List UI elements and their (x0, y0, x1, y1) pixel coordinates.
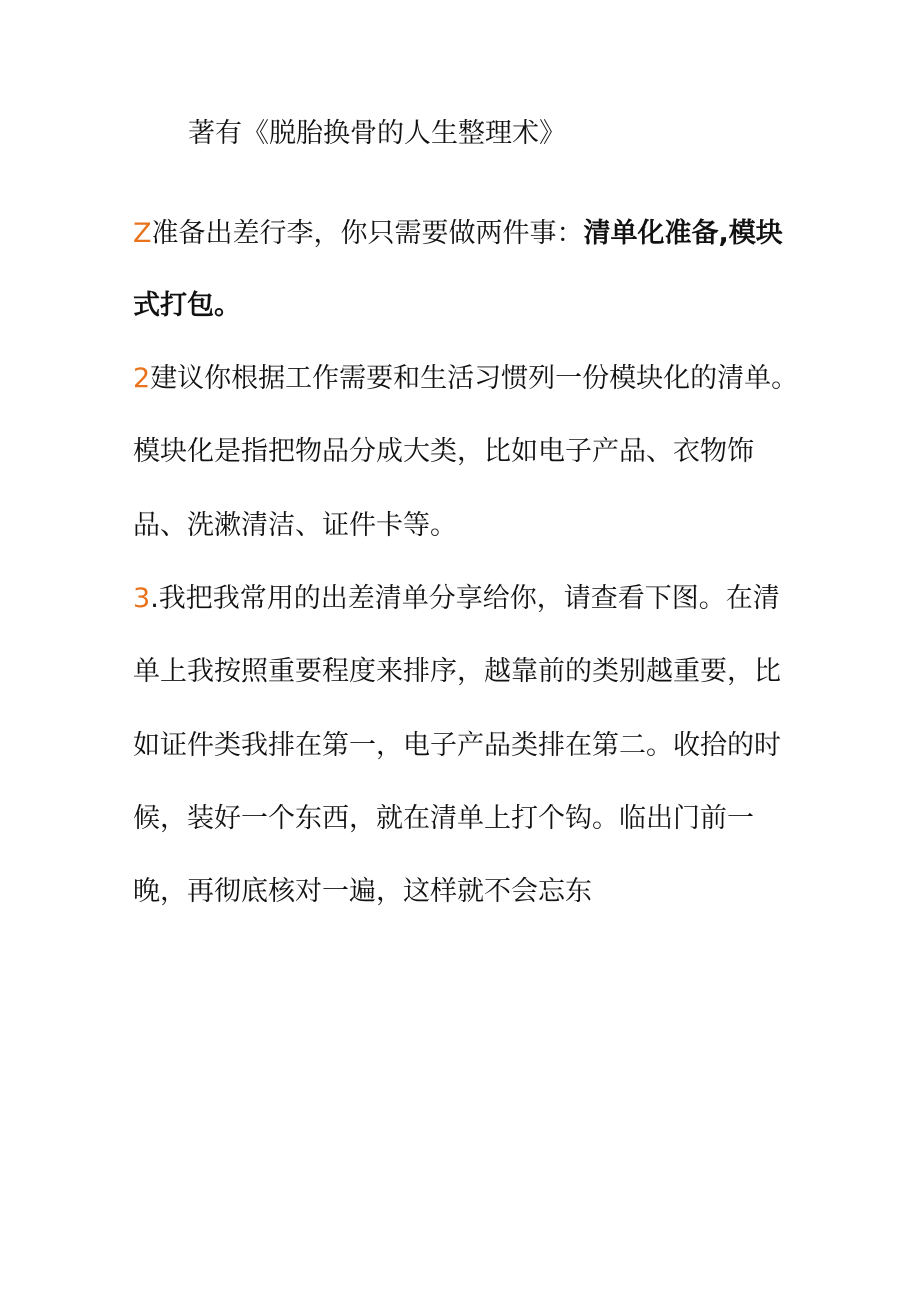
item-3-line-3 (133, 724, 781, 768)
item-3-line-5-text: 晚，再彻底核对一遍，这样就不会忘东 (133, 876, 592, 907)
item-1-line-2 (133, 284, 241, 328)
item-3-line-5 (133, 870, 592, 914)
item-3-line-1-text: .我把我常用的出差清单分享给你，请查看下图。在清 (150, 583, 780, 614)
item-2-line-1 (133, 357, 798, 401)
item-2-line-3-text: 品、洗漱清洁、证件卡等。 (133, 510, 457, 541)
item-3-line-1 (133, 577, 780, 621)
item-1-line-1 (133, 212, 783, 256)
item-3-line-2 (133, 650, 781, 694)
item-2-marker: 2 (133, 363, 151, 394)
item-2-line-1-text: 建议你根据工作需要和生活习惯列一份模块化的清单。 (150, 363, 799, 394)
book-subtitle: 著有《脱胎换骨的人生整理术》 (188, 118, 566, 149)
item-1-line-2-bold: 式打包。 (133, 290, 241, 321)
item-3-line-4-text: 候，装好一个东西，就在清单上打个钩。临出门前一 (133, 803, 754, 834)
item-3-line-3-text: 如证件类我排在第一，电子产品类排在第二。收拾的时 (133, 730, 781, 761)
item-1-line-1-bold: 清单化准备,模块 (583, 218, 783, 249)
item-3-marker: 3 (133, 583, 151, 614)
item-2-line-2 (133, 430, 754, 474)
item-2-line-3 (133, 504, 457, 548)
item-2-line-2-text: 模块化是指把物品分成大类，比如电子产品、衣物饰 (133, 436, 754, 467)
item-3-line-4 (133, 797, 754, 841)
item-1-line-1-text: 准备出差行李，你只需要做两件事： (151, 218, 584, 249)
item-1-marker: Z (133, 218, 152, 249)
item-3-line-2-text: 单上我按照重要程度来排序，越靠前的类别越重要，比 (133, 656, 781, 687)
